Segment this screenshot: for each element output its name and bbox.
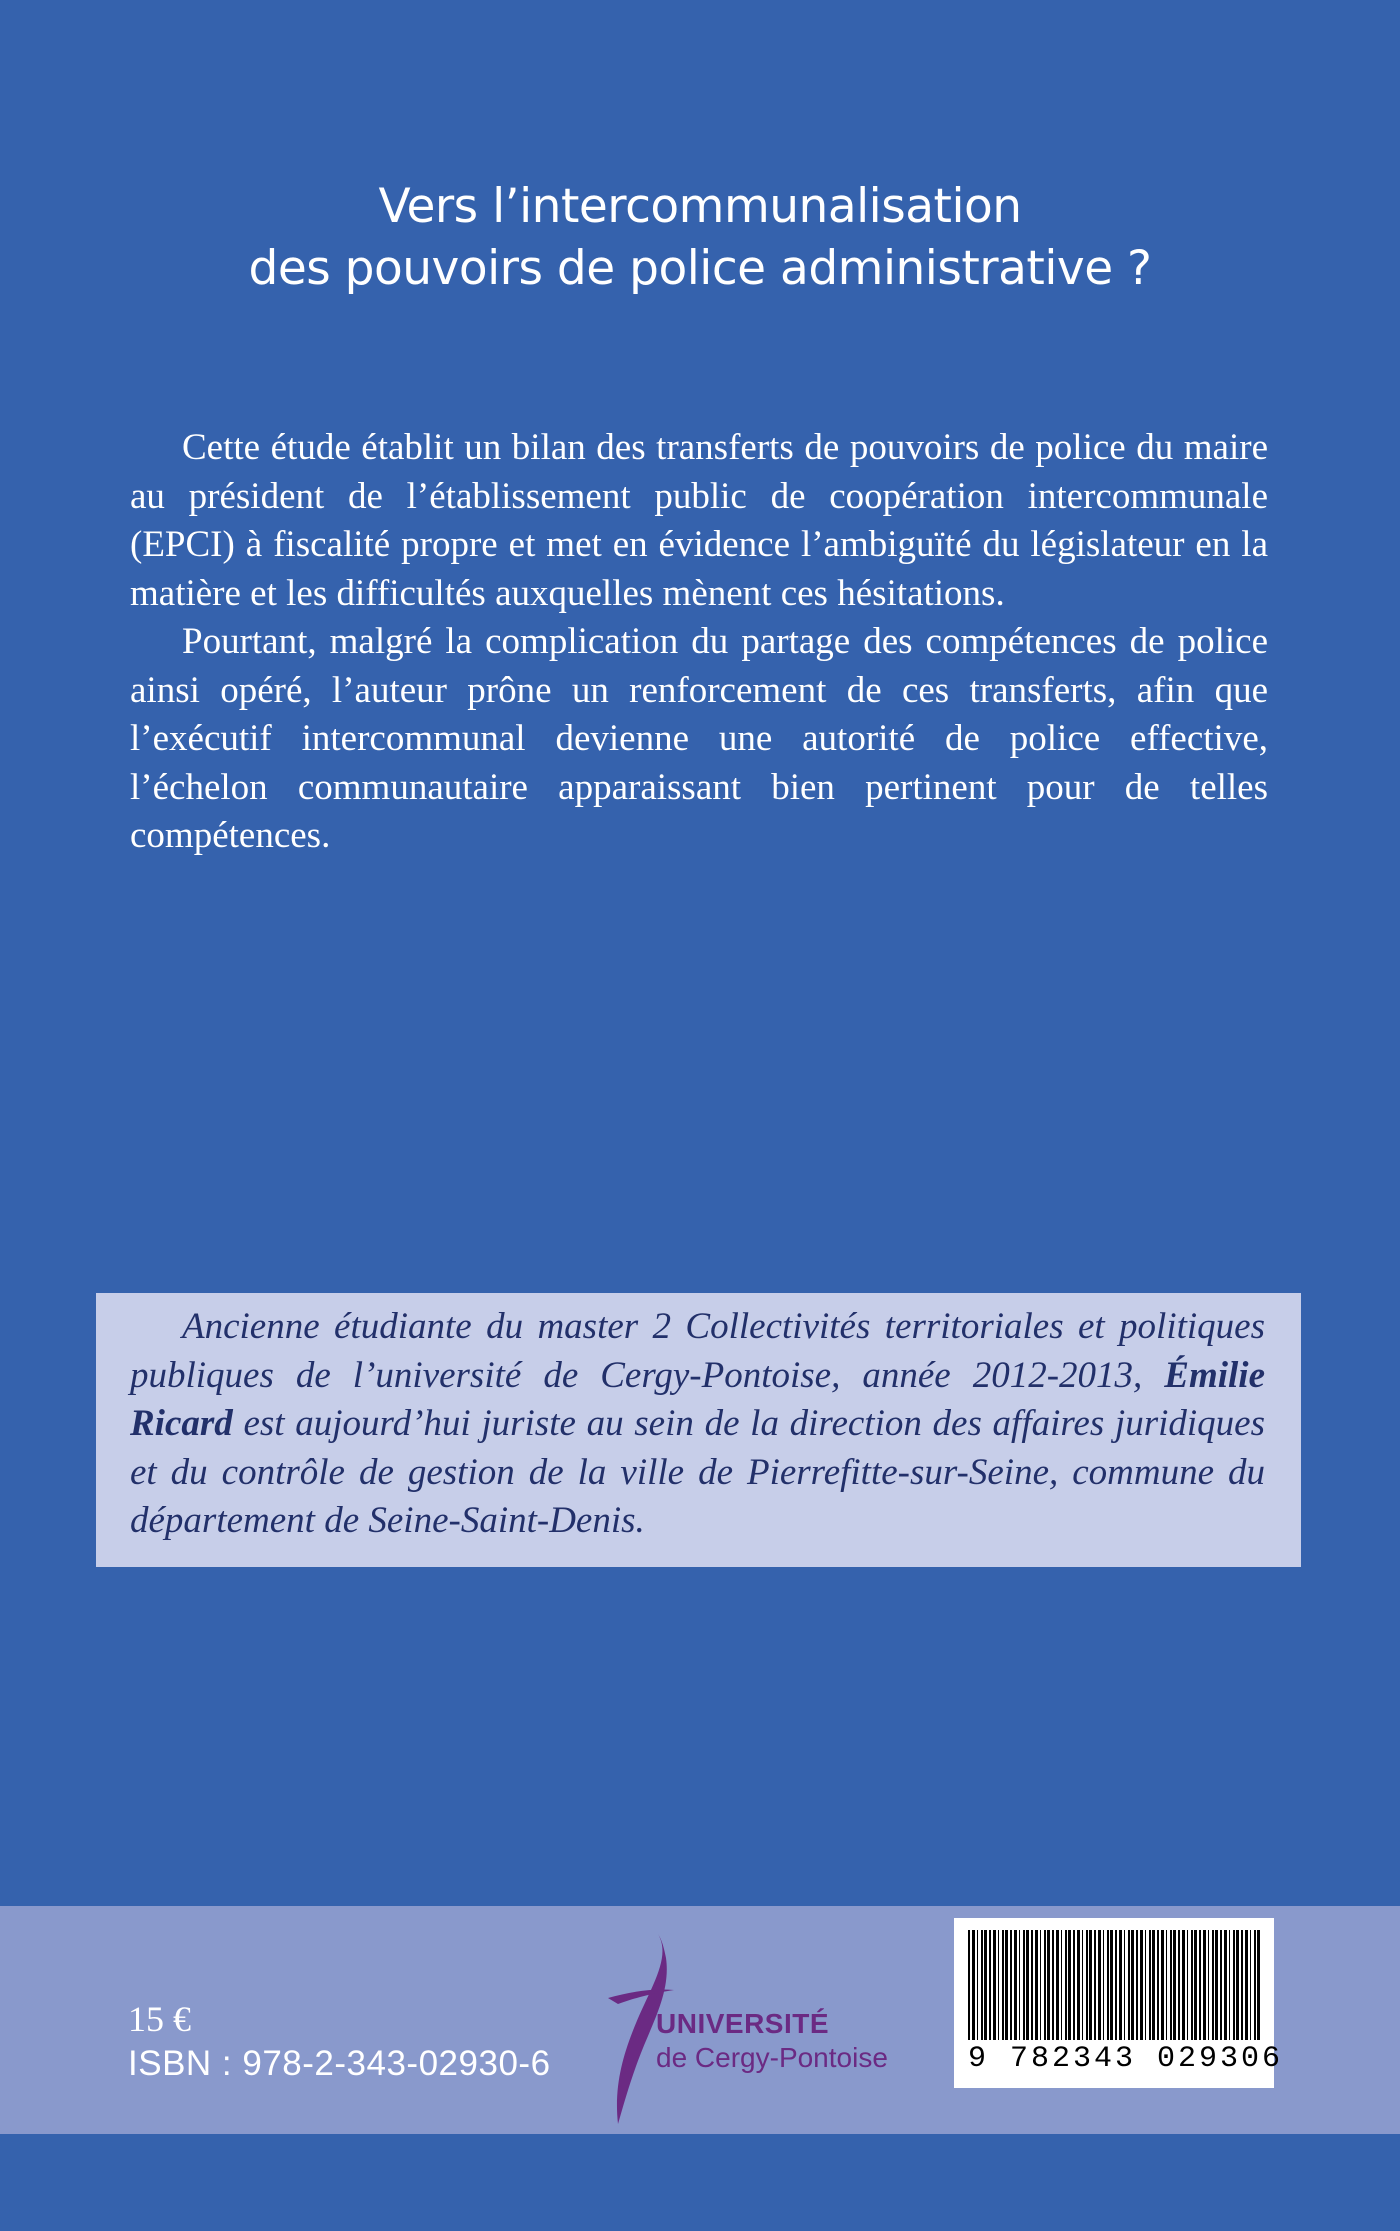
author-bio-box	[96, 1293, 1301, 1567]
summary-text	[130, 424, 1268, 861]
title-line-1: Vers l’intercommunalisation	[378, 179, 1022, 234]
author-name: Émilie Ricard	[130, 1354, 1265, 1444]
bio-text-after: est aujourd’hui juriste au sein de la direction des affaires juridiques et du contrôle de gestion de la ville de Pierrefitte-sur-Seine, commune du département de Seine-Saint-Denis.	[130, 1403, 1265, 1541]
isbn: ISBN : 978-2-343-02930-6	[128, 2044, 551, 2083]
summary-paragraph-1: Cette étude établit un bilan des transferts de pouvoirs de police du maire au président de l’établissement public de coopération intercommunale (EPCI) à fiscalité propre et met en évidence l’ambiguïté du législateur en la matière et les difficultés auxquelles mènent ces hésitations.	[130, 427, 1268, 614]
summary-paragraph-2: Pourtant, malgré la complication du partage des compétences de police ainsi opéré, l’auteur prône un renforcement de ces transferts, afin que l’exécutif intercommunal devienne une autorité de police effective, l’échelon communautaire apparaissant bien pertinent pour de telles compétences.	[130, 621, 1268, 856]
barcode-bars	[968, 1930, 1260, 2040]
back-cover-title	[0, 176, 1400, 300]
bio-text-before: Ancienne étudiante du master 2 Collectivités territoriales et politiques publiques de l’université de Cergy-Pontoise, année 2012-2013,	[130, 1306, 1265, 1396]
logo-line-2: de Cergy-Pontoise	[656, 2042, 888, 2073]
logo-line-1: UNIVERSITÉ	[656, 2008, 830, 2039]
university-logo	[600, 1928, 920, 2128]
barcode-number: 9 782343 029306	[968, 2042, 1284, 2076]
author-bio-text	[130, 1303, 1265, 1546]
barcode	[954, 1918, 1284, 2088]
price: 15 €	[128, 1999, 191, 2039]
title-line-2: des pouvoirs de police administrative ?	[248, 241, 1152, 296]
